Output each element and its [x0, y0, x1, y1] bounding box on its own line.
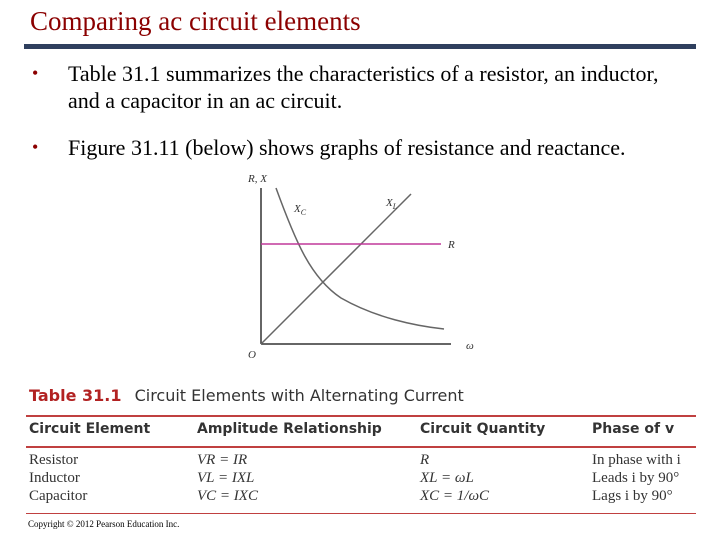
- table-header-quantity: Circuit Quantity: [420, 421, 546, 437]
- copyright-notice: Copyright © 2012 Pearson Education Inc.: [28, 519, 180, 529]
- bullet-list: [30, 60, 690, 181]
- table-header-phase: Phase of v: [592, 421, 675, 437]
- y-axis-label: R, X: [248, 173, 267, 185]
- table-number: Table 31.1: [29, 386, 122, 405]
- table-cell: VL = IXL: [197, 470, 255, 486]
- table-header-element: Circuit Element: [29, 421, 151, 437]
- table-cell: R: [420, 452, 430, 468]
- table-cell: Resistor: [29, 452, 79, 468]
- origin-label: O: [248, 349, 256, 361]
- table-cell: Capacitor: [29, 488, 88, 504]
- table-top-rule: [26, 415, 696, 417]
- table-header-rule: [26, 446, 696, 448]
- resistance-reactance-graph: [236, 168, 486, 363]
- xc-curve-label: $X_C$: [294, 203, 307, 217]
- slide-title: Comparing ac circuit elements: [30, 6, 361, 36]
- bullet-text: Figure 31.11 (below) shows graphs of resistance and reactance.: [68, 135, 626, 160]
- bullet-text: Table 31.1 summarizes the characteristics of a resistor, an inductor, and a capacitor in an ac circuit.: [68, 61, 659, 113]
- table-cell: VC = IXC: [197, 488, 258, 504]
- inductive-reactance-line: [261, 194, 411, 344]
- bullet-item: [30, 60, 690, 114]
- table-cell: XC = 1/ωC: [420, 488, 490, 504]
- table-caption-text: Circuit Elements with Alternating Current: [134, 386, 464, 405]
- table-cell: Inductor: [29, 470, 80, 486]
- bullet-icon: •: [32, 63, 39, 83]
- r-line-label: R: [448, 239, 455, 251]
- title-divider: [24, 44, 696, 49]
- table-header-amplitude: Amplitude Relationship: [197, 421, 382, 437]
- table-cell: VR = IR: [197, 452, 248, 468]
- x-axis-label: ω: [466, 340, 474, 352]
- table-cell: XL = ωL: [420, 470, 474, 486]
- table-cell: Leads i by 90°: [592, 470, 680, 486]
- table-bottom-rule: [26, 513, 696, 514]
- table-cell: Lags i by 90°: [592, 488, 673, 504]
- bullet-item: [30, 134, 690, 161]
- table-caption: [29, 386, 464, 405]
- bullet-icon: •: [32, 137, 39, 157]
- table-cell: In phase with i: [592, 452, 681, 468]
- xl-line-label: $X_L$: [386, 197, 398, 211]
